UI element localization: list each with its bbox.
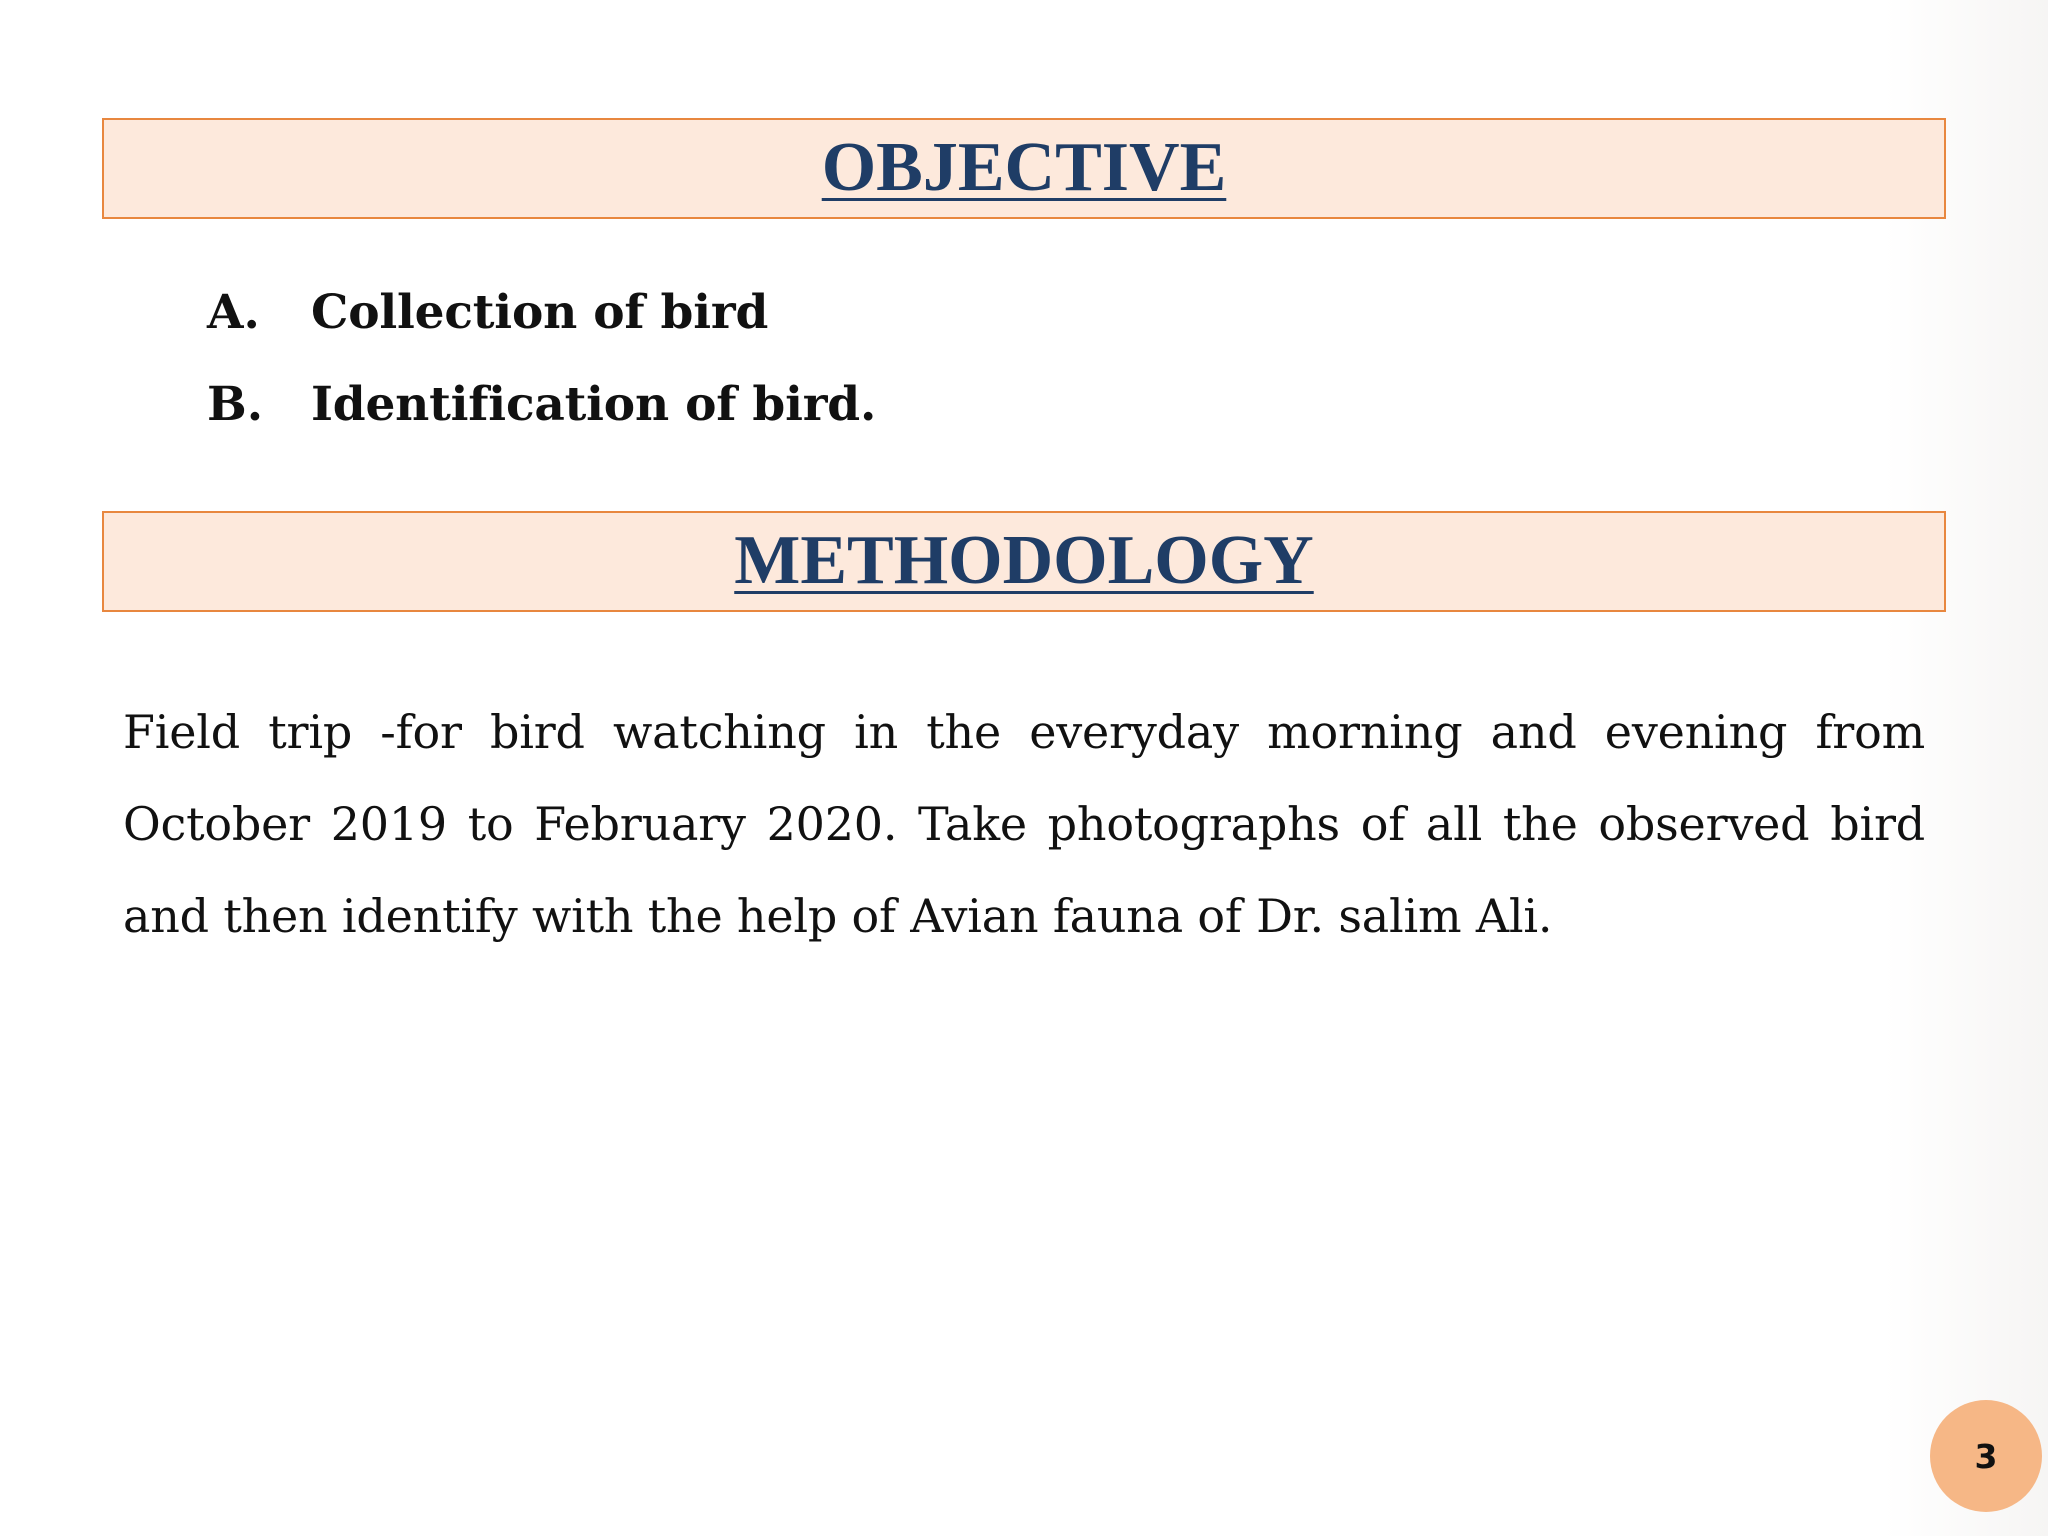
objective-text-a: Collection of bird bbox=[311, 285, 769, 340]
methodology-heading-box bbox=[102, 511, 1946, 612]
page-number-badge bbox=[1930, 1400, 2042, 1512]
objective-item-a bbox=[207, 285, 1407, 377]
objective-text-b: Identification of bird. bbox=[311, 377, 877, 432]
page-number: 3 bbox=[1974, 1437, 1998, 1476]
objective-item-b bbox=[207, 377, 1407, 469]
objective-heading: OBJECTIVE bbox=[821, 128, 1227, 206]
objective-marker-b: B. bbox=[207, 377, 264, 432]
objective-list bbox=[207, 285, 1407, 469]
objective-marker-a: A. bbox=[207, 285, 260, 340]
objective-heading-box bbox=[102, 118, 1946, 219]
methodology-heading: METHODOLOGY bbox=[734, 521, 1314, 599]
methodology-paragraph: Field trip -for bird watching in the everyday morning and evening from October 2019 to February 2020. Take photographs of all the observed bird and then identify with the help of Avian fauna of Dr. salim Ali. bbox=[123, 705, 1925, 943]
